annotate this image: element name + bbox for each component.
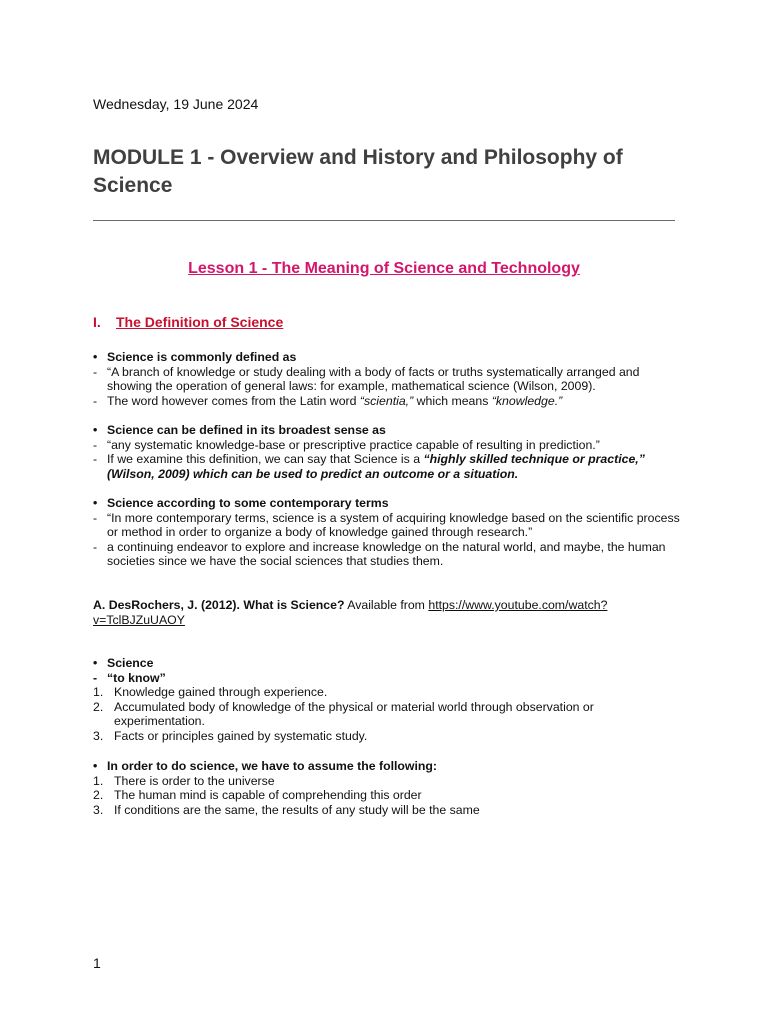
reference-link[interactable]: https://www.youtube.com/watch?v=TclBJZuUAOY bbox=[93, 598, 608, 627]
bullet-marker: • bbox=[93, 759, 98, 773]
numbered-item: 2. Accumulated body of knowledge of the physical or material world through observation or experimentation. bbox=[93, 699, 594, 729]
bullet-heading: • In order to do science, we have to assume the following: bbox=[93, 759, 438, 773]
bullet-marker: • bbox=[93, 656, 98, 670]
dash-marker: - bbox=[93, 452, 98, 467]
dash-marker: - bbox=[93, 393, 98, 408]
section-number: I. bbox=[93, 314, 101, 330]
module-title: MODULE 1 - Overview and History and Philosophy of Science bbox=[93, 146, 623, 197]
bullet-heading: • Science according to some contemporary terms bbox=[93, 496, 389, 510]
bullet-heading: • Science bbox=[93, 656, 154, 670]
dash-marker: - bbox=[93, 510, 98, 525]
dash-item: - If we examine this definition, we can say that Science is a “highly skilled technique or practice,” (Wilson, 2009) which can be used to predict an outcome or a situation. bbox=[93, 452, 645, 481]
bullet-marker: • bbox=[93, 423, 98, 437]
reference-source: A. DesRochers, J. (2012). What is Science? bbox=[93, 598, 345, 612]
numbered-item: 2. The human mind is capable of comprehending this order bbox=[93, 788, 422, 803]
horizontal-rule bbox=[93, 220, 675, 221]
page-number: 1 bbox=[93, 955, 101, 971]
numbered-item: 3. Facts or principles gained by systematic study. bbox=[93, 728, 368, 743]
bullet-marker: • bbox=[93, 350, 98, 364]
science-meaning-block bbox=[93, 656, 683, 744]
numbered-item: 1. There is order to the universe bbox=[93, 773, 275, 788]
document-date: Wednesday, 19 June 2024 bbox=[93, 96, 259, 112]
dash-item: - “to know” bbox=[93, 670, 166, 685]
dash-item: - “A branch of knowledge or study dealing with a body of facts or truths systematically arranged and showing the operation of general laws: for example, mathematical science (Wilson, 2009). bbox=[93, 364, 640, 394]
dash-marker: - bbox=[93, 437, 98, 452]
dash-marker: - bbox=[93, 670, 98, 685]
definition-block-3 bbox=[93, 496, 683, 569]
definition-block-2 bbox=[93, 423, 683, 481]
dash-marker: - bbox=[93, 364, 98, 379]
dash-item: - The word however comes from the Latin word “scientia,” which means “knowledge.” bbox=[93, 393, 563, 408]
numbered-item: 3. If conditions are the same, the results of any study will be the same bbox=[93, 802, 480, 817]
dash-marker: - bbox=[93, 539, 98, 554]
dash-item: - a continuing endeavor to explore and increase knowledge on the natural world, and maybe, the human societies since we have the social sciences that studies them. bbox=[93, 539, 666, 569]
bullet-marker: • bbox=[93, 496, 98, 510]
dash-item: - “In more contemporary terms, science is a system of acquiring knowledge based on the scientific process or method in order to organize a body of knowledge gained through research.” bbox=[93, 510, 680, 540]
dash-item: - “any systematic knowledge-base or prescriptive practice capable of resulting in prediction.” bbox=[93, 437, 600, 452]
assumptions-block bbox=[93, 759, 683, 817]
reference-citation: A. DesRochers, J. (2012). What is Science? Available from https://www.youtube.com/watch?v=TclBJZuUAOY bbox=[93, 598, 608, 627]
section-title: The Definition of Science bbox=[116, 314, 284, 330]
definition-block-1 bbox=[93, 350, 683, 408]
section-heading bbox=[93, 314, 283, 330]
bullet-heading: • Science can be defined in its broadest sense as bbox=[93, 423, 386, 437]
lesson-title: Lesson 1 - The Meaning of Science and Technology bbox=[188, 260, 580, 277]
numbered-item: 1. Knowledge gained through experience. bbox=[93, 685, 328, 700]
bullet-heading: • Science is commonly defined as bbox=[93, 350, 297, 364]
